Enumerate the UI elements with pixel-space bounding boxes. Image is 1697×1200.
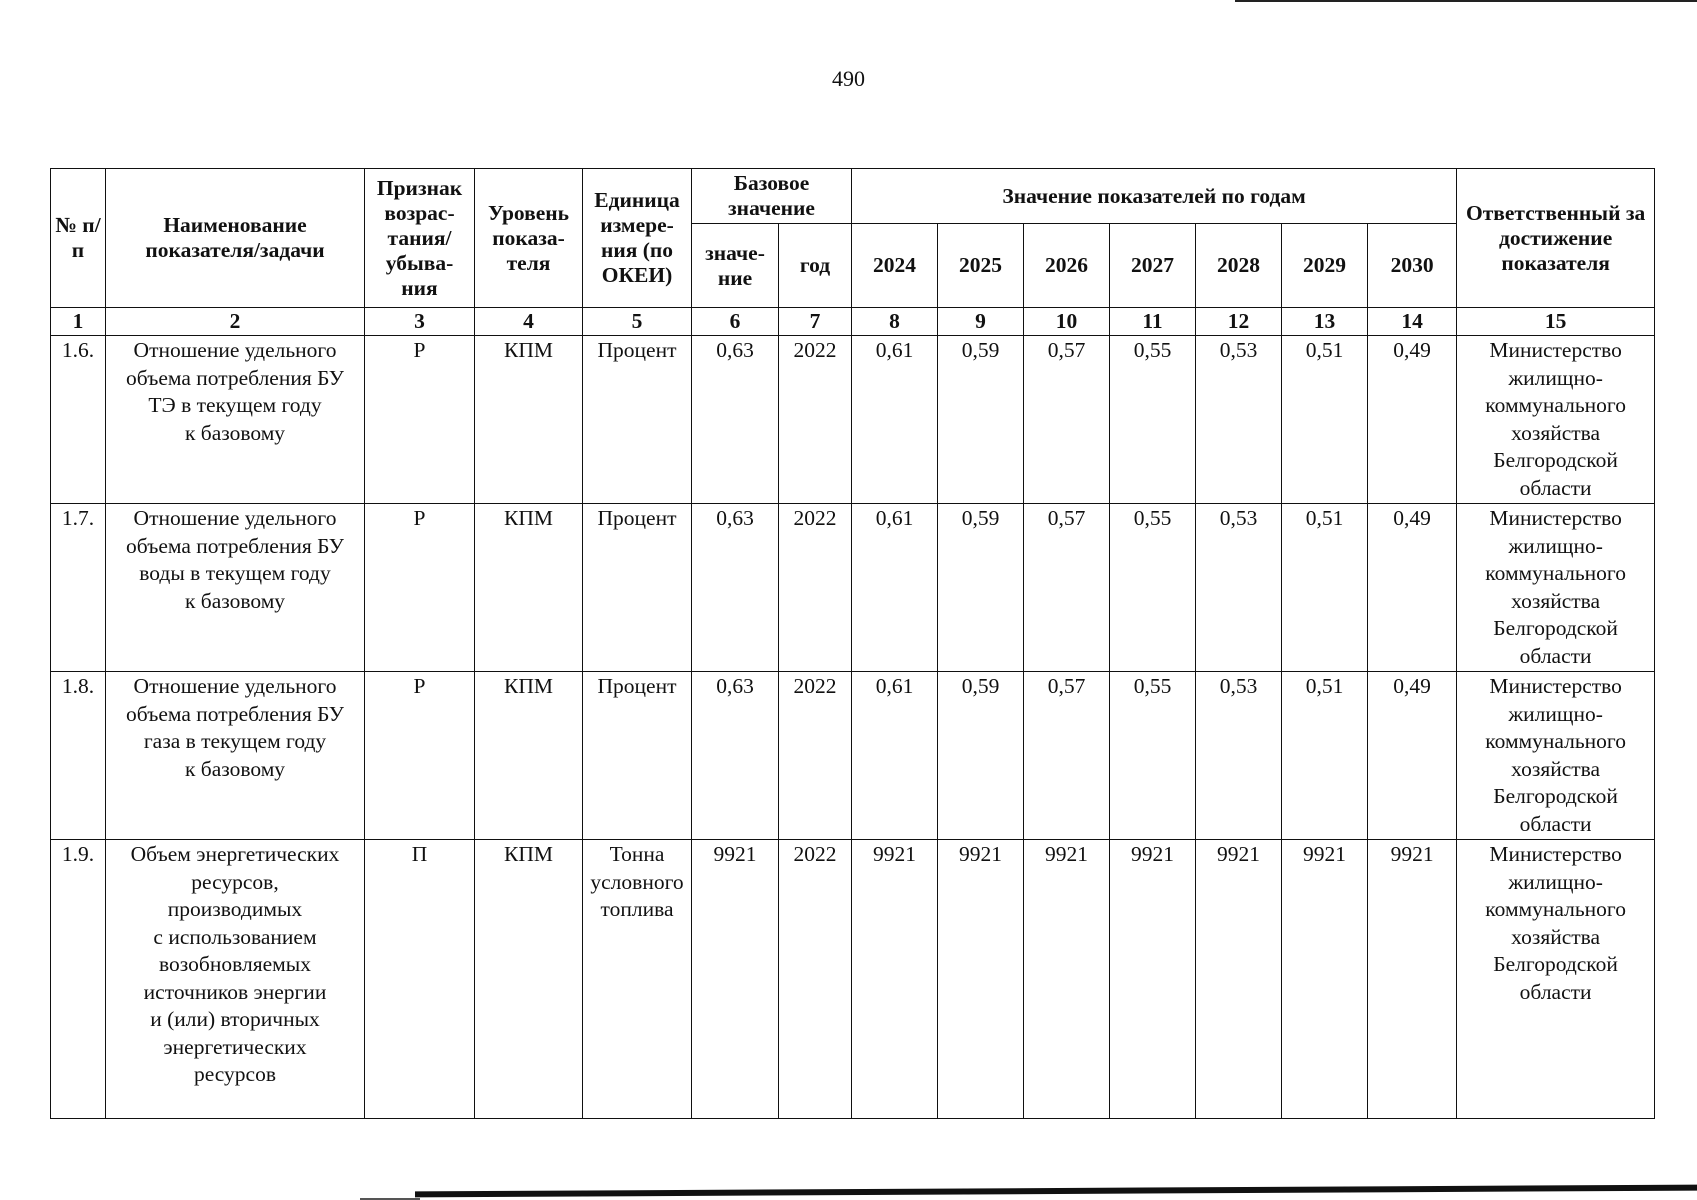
row-value-2025: 9921 — [938, 840, 1024, 1119]
row-value-2029: 9921 — [1282, 840, 1368, 1119]
column-number: 1 — [51, 308, 106, 336]
row-value-2028: 9921 — [1196, 840, 1282, 1119]
row-level: КПМ — [475, 504, 583, 672]
row-value-2029: 0,51 — [1282, 672, 1368, 840]
row-num: 1.9. — [51, 840, 106, 1119]
row-name: Объем энергетических ресурсов, производимых с использованием возобновляемых источников энергии и (или) вторичных энергетических ресурсов — [106, 840, 365, 1119]
row-name: Отношение удельного объема потребления БУ газа в текущем году к базовому — [106, 672, 365, 840]
column-number: 7 — [779, 308, 852, 336]
row-responsible: Министерство жилищно- коммунального хозяйства Белгородской области — [1457, 336, 1655, 504]
header-year: 2026 — [1024, 224, 1110, 308]
row-value-2030: 0,49 — [1368, 672, 1457, 840]
scan-border-bottom — [415, 1185, 1697, 1198]
column-numbers-row — [51, 308, 1655, 336]
header-year: 2028 — [1196, 224, 1282, 308]
scan-border-top — [1235, 0, 1697, 2]
row-value-2030: 0,49 — [1368, 504, 1457, 672]
column-number: 6 — [692, 308, 779, 336]
row-level: КПМ — [475, 336, 583, 504]
row-base-value: 0,63 — [692, 336, 779, 504]
row-sign: П — [365, 840, 475, 1119]
header-base-value: значе-ние — [692, 224, 779, 308]
row-value-2029: 0,51 — [1282, 504, 1368, 672]
row-sign: Р — [365, 336, 475, 504]
table-row — [51, 672, 1655, 840]
table-row — [51, 840, 1655, 1119]
row-value-2024: 0,61 — [852, 504, 938, 672]
row-value-2024: 9921 — [852, 840, 938, 1119]
row-value-2027: 9921 — [1110, 840, 1196, 1119]
table-body — [51, 336, 1655, 1119]
row-value-2027: 0,55 — [1110, 336, 1196, 504]
header-level: Уровень показа-теля — [475, 169, 583, 308]
row-unit: Процент — [583, 672, 692, 840]
row-responsible: Министерство жилищно- коммунального хозяйства Белгородской области — [1457, 504, 1655, 672]
header-sign: Признак возрас-тания/ убыва-ния — [365, 169, 475, 308]
header-base-group: Базовое значение — [692, 169, 852, 224]
row-value-2030: 9921 — [1368, 840, 1457, 1119]
header-years-group: Значение показателей по годам — [852, 169, 1457, 224]
header-name: Наименование показателя/задачи — [106, 169, 365, 308]
column-number: 3 — [365, 308, 475, 336]
header-year: 2030 — [1368, 224, 1457, 308]
row-name: Отношение удельного объема потребления БУ воды в текущем году к базовому — [106, 504, 365, 672]
header-year: 2025 — [938, 224, 1024, 308]
row-level: КПМ — [475, 840, 583, 1119]
indicators-table — [50, 168, 1655, 1119]
row-base-year: 2022 — [779, 840, 852, 1119]
row-value-2028: 0,53 — [1196, 336, 1282, 504]
column-number: 8 — [852, 308, 938, 336]
row-value-2026: 0,57 — [1024, 504, 1110, 672]
row-base-value: 0,63 — [692, 504, 779, 672]
row-value-2025: 0,59 — [938, 336, 1024, 504]
row-base-value: 0,63 — [692, 672, 779, 840]
header-num: № п/п — [51, 169, 106, 308]
row-value-2030: 0,49 — [1368, 336, 1457, 504]
header-year: 2029 — [1282, 224, 1368, 308]
row-value-2024: 0,61 — [852, 672, 938, 840]
table-row — [51, 336, 1655, 504]
row-value-2026: 0,57 — [1024, 336, 1110, 504]
column-number: 12 — [1196, 308, 1282, 336]
table-header — [51, 169, 1655, 336]
row-value-2024: 0,61 — [852, 336, 938, 504]
row-responsible: Министерство жилищно- коммунального хозяйства Белгородской области — [1457, 672, 1655, 840]
header-year: 2027 — [1110, 224, 1196, 308]
row-responsible: Министерство жилищно- коммунального хозяйства Белгородской области — [1457, 840, 1655, 1119]
column-number: 11 — [1110, 308, 1196, 336]
row-value-2028: 0,53 — [1196, 672, 1282, 840]
column-number: 2 — [106, 308, 365, 336]
column-number: 13 — [1282, 308, 1368, 336]
row-value-2026: 9921 — [1024, 840, 1110, 1119]
row-name: Отношение удельного объема потребления БУ ТЭ в текущем году к базовому — [106, 336, 365, 504]
row-sign: Р — [365, 504, 475, 672]
header-unit: Единица измере-ния (по ОКЕИ) — [583, 169, 692, 308]
row-num: 1.6. — [51, 336, 106, 504]
row-base-year: 2022 — [779, 672, 852, 840]
row-unit: Процент — [583, 336, 692, 504]
row-value-2029: 0,51 — [1282, 336, 1368, 504]
row-num: 1.8. — [51, 672, 106, 840]
row-value-2027: 0,55 — [1110, 672, 1196, 840]
header-responsible: Ответственный за достижение показателя — [1457, 169, 1655, 308]
header-base-year: год — [779, 224, 852, 308]
column-number: 10 — [1024, 308, 1110, 336]
row-level: КПМ — [475, 672, 583, 840]
row-unit: Тонна условного топлива — [583, 840, 692, 1119]
column-number: 4 — [475, 308, 583, 336]
column-number: 9 — [938, 308, 1024, 336]
row-sign: Р — [365, 672, 475, 840]
table-row — [51, 504, 1655, 672]
column-number: 14 — [1368, 308, 1457, 336]
row-base-year: 2022 — [779, 336, 852, 504]
row-value-2026: 0,57 — [1024, 672, 1110, 840]
row-base-year: 2022 — [779, 504, 852, 672]
row-value-2027: 0,55 — [1110, 504, 1196, 672]
row-base-value: 9921 — [692, 840, 779, 1119]
row-num: 1.7. — [51, 504, 106, 672]
row-value-2028: 0,53 — [1196, 504, 1282, 672]
row-value-2025: 0,59 — [938, 504, 1024, 672]
row-value-2025: 0,59 — [938, 672, 1024, 840]
page-number: 490 — [832, 66, 865, 91]
row-unit: Процент — [583, 504, 692, 672]
header-year: 2024 — [852, 224, 938, 308]
column-number: 5 — [583, 308, 692, 336]
column-number: 15 — [1457, 308, 1655, 336]
